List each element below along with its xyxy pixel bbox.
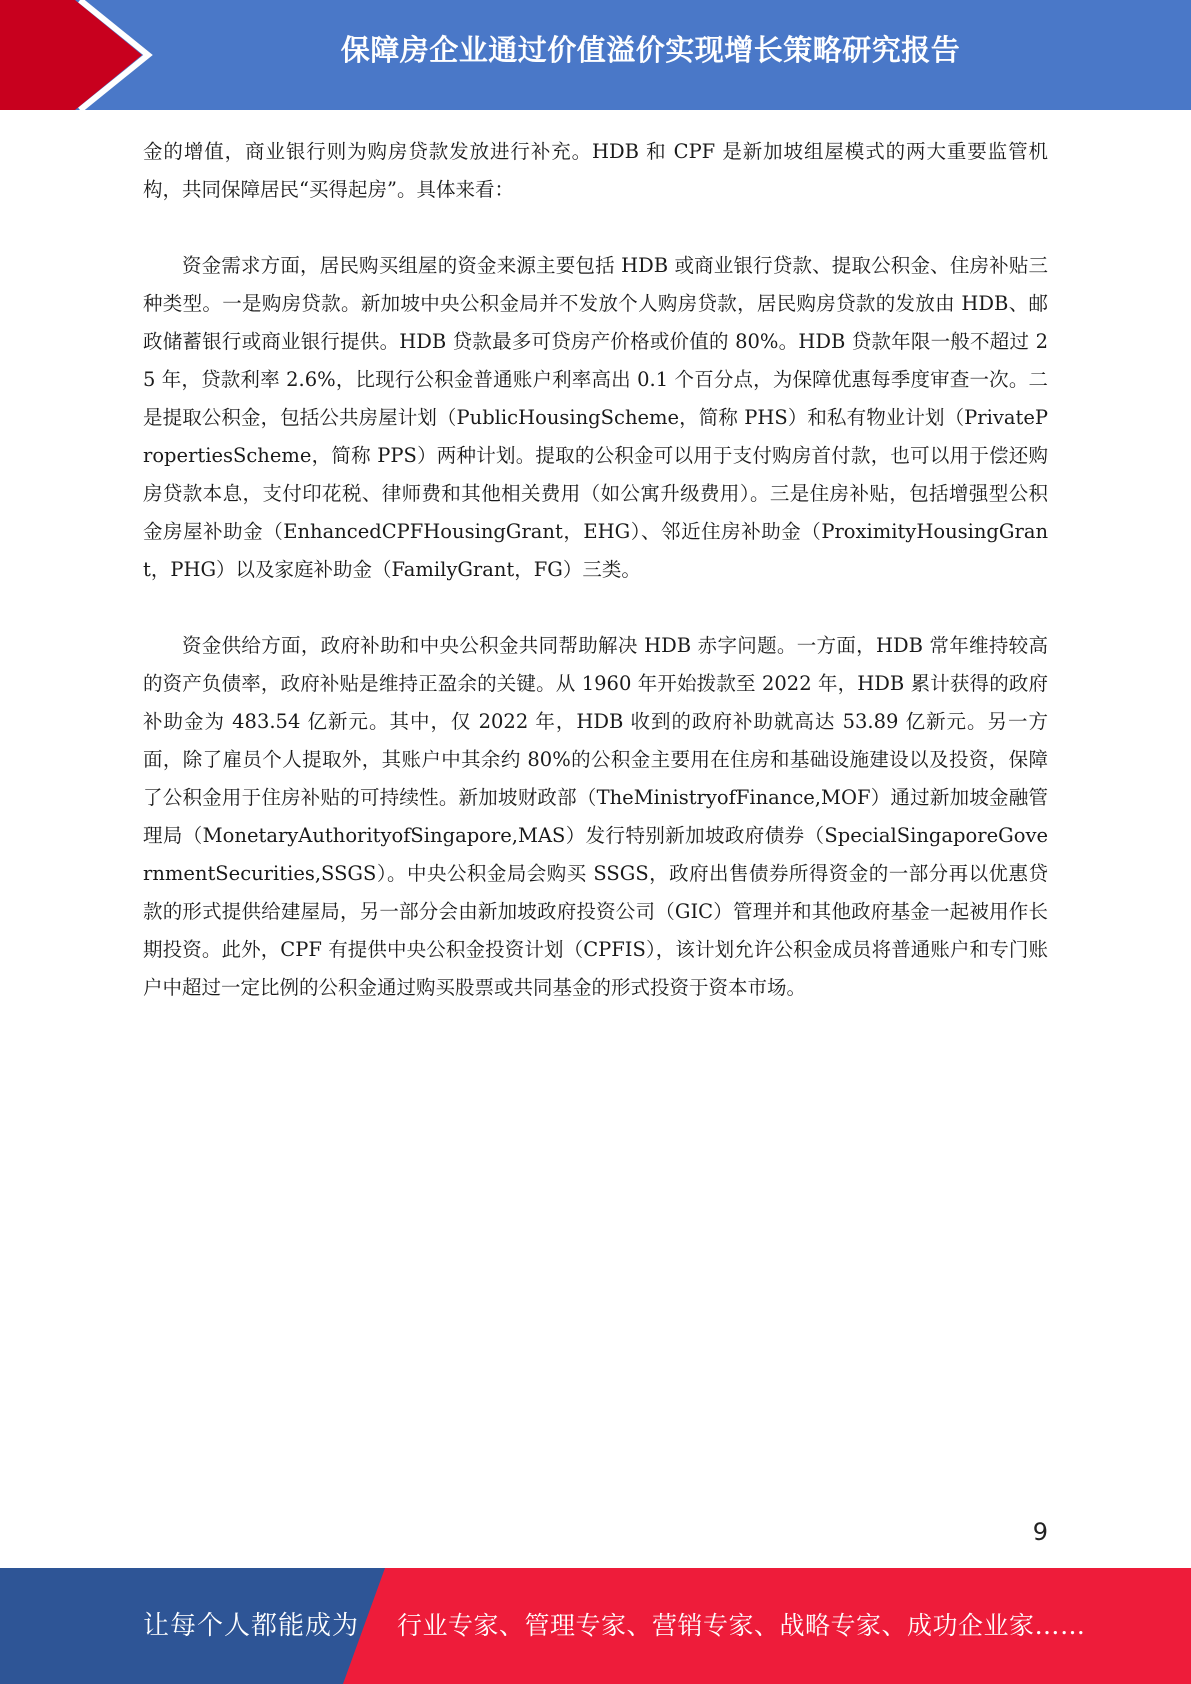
footer-slogan-right: 行业专家、管理专家、营销专家、战略专家、成功企业家……	[397, 1611, 1086, 1640]
footer-band	[0, 1568, 1191, 1684]
paragraph-funding-demand: 资金需求方面，居民购买组屋的资金来源主要包括 HDB 或商业银行贷款、提取公积金、住房补贴三种类型。一是购房贷款。新加坡中央公积金局并不发放个人购房贷款，居民购房贷款的发放由 HDB、邮政储蓄银行或商业银行提供。HDB 贷款最多可贷房产价格或价值的 80%。HDB 贷款年限一般不超过 25 年，贷款利率 2.6%，比现行公积金普通账户利率高出 0.1 个百分点，为保障优惠每季度审查一次。二是提取公积金，包括公共房屋计划（PublicHousingScheme，简称 PHS）和私有物业计划（PrivatePropertiesScheme，简称 PPS）两种计划。提取的公积金可以用于支付购房首付款，也可以用于偿还购房贷款本息，支付印花税、律师费和其他相关费用（如公寓升级费用）。三是住房补贴，包括增强型公积金房屋补助金（EnhancedCPFHousingGrant，EHG）、邻近住房补助金（ProximityHousingGrant，PHG）以及家庭补助金（FamilyGrant，FG）三类。	[143, 254, 1048, 581]
page-number: 9	[1032, 1518, 1048, 1546]
paragraph-funding-supply: 资金供给方面，政府补助和中央公积金共同帮助解决 HDB 赤字问题。一方面，HDB 常年维持较高的资产负债率，政府补贴是维持正盈余的关键。从 1960 年开始拨款至 2022 年，HDB 累计获得的政府补助金为 483.54 亿新元。其中，仅 2022 年，HDB 收到的政府补助就高达 53.89 亿新元。另一方面，除了雇员个人提取外，其账户中其余约 80%的公积金主要用在住房和基础设施建设以及投资，保障了公积金用于住房补贴的可持续性。新加坡财政部（TheMinistryofFinance,MOF）通过新加坡金融管理局（MonetaryAuthorityofSingapore,MAS）发行特别新加坡政府债券（SpecialSingaporeGovernmentSecurities,SSGS）。中央公积金局会购买 SSGS，政府出售债券所得资金的一部分再以优惠贷款的形式提供给建屋局，另一部分会由新加坡政府投资公司（GIC）管理并和其他政府基金一起被用作长期投资。此外，CPF 有提供中央公积金投资计划（CPFIS），该计划允许公积金成员将普通账户和专门账户中超过一定比例的公积金通过购买股票或共同基金的形式投资于资本市场。	[143, 634, 1048, 999]
footer-slogan-left: 让每个人都能成为	[143, 1611, 360, 1641]
report-body	[143, 133, 1048, 1007]
header-band	[0, 0, 1191, 110]
header-chevron-red	[0, 0, 142, 110]
paragraph-continuation: 金的增值，商业银行则为购房贷款发放进行补充。HDB 和 CPF 是新加坡组屋模式的两大重要监管机构，共同保障居民“买得起房”。具体来看：	[143, 140, 1048, 201]
page-title: 保障房企业通过价值溢价实现增长策略研究报告	[340, 33, 961, 67]
header-chevron-icon	[0, 0, 160, 110]
